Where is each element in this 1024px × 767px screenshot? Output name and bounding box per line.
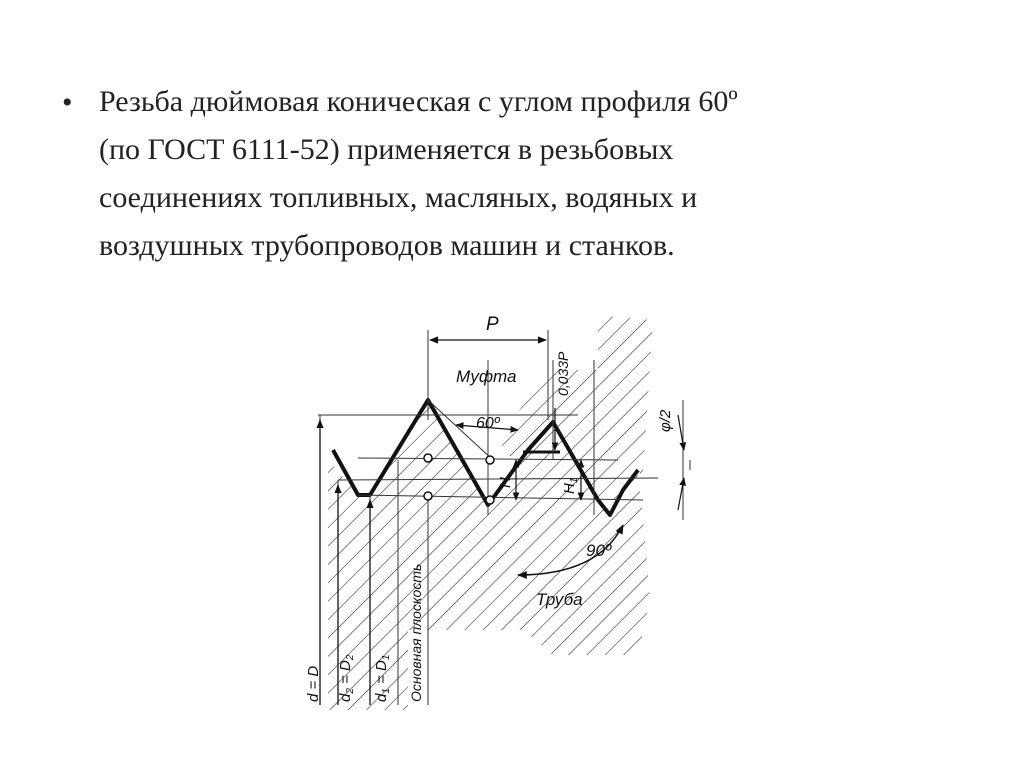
text-line: (по ГОСТ 6111-52) применяется в резьбовых bbox=[99, 133, 674, 166]
label-axis-angle: 90º bbox=[586, 541, 612, 560]
bullet-marker: • bbox=[62, 86, 73, 119]
label-base-plane: Основная плоскость bbox=[408, 563, 424, 702]
text-line: соединениях топливных, масляных, водяных и bbox=[99, 181, 698, 214]
pitch-point bbox=[424, 454, 432, 462]
bullet-text bbox=[99, 78, 949, 270]
text-line: Резьба дюймовая коническая с углом профиля 60º bbox=[99, 85, 738, 118]
label-d-outer: d = D bbox=[305, 665, 322, 702]
label-d-pitch: $d_2 = D_2$ bbox=[337, 654, 356, 702]
label-coupling: Муфта bbox=[456, 367, 517, 386]
label-pitch: P bbox=[486, 314, 499, 335]
label-pipe: Труба bbox=[536, 590, 583, 609]
label-half-taper: φ/2 bbox=[657, 409, 674, 432]
pitch-point bbox=[486, 456, 494, 464]
label-truncation: 0,033P bbox=[555, 351, 571, 396]
pitch-point bbox=[424, 492, 432, 500]
label-d-inner: $d_1 = D_1$ bbox=[373, 654, 392, 702]
label-h1: $H_1$ bbox=[561, 477, 580, 494]
text-line: воздушных трубопроводов машин и станков. bbox=[99, 229, 675, 262]
thread-profile-diagram bbox=[298, 300, 698, 710]
label-profile-angle: 60º bbox=[476, 415, 500, 432]
label-h: H bbox=[497, 477, 514, 488]
pitch-point bbox=[486, 496, 494, 504]
